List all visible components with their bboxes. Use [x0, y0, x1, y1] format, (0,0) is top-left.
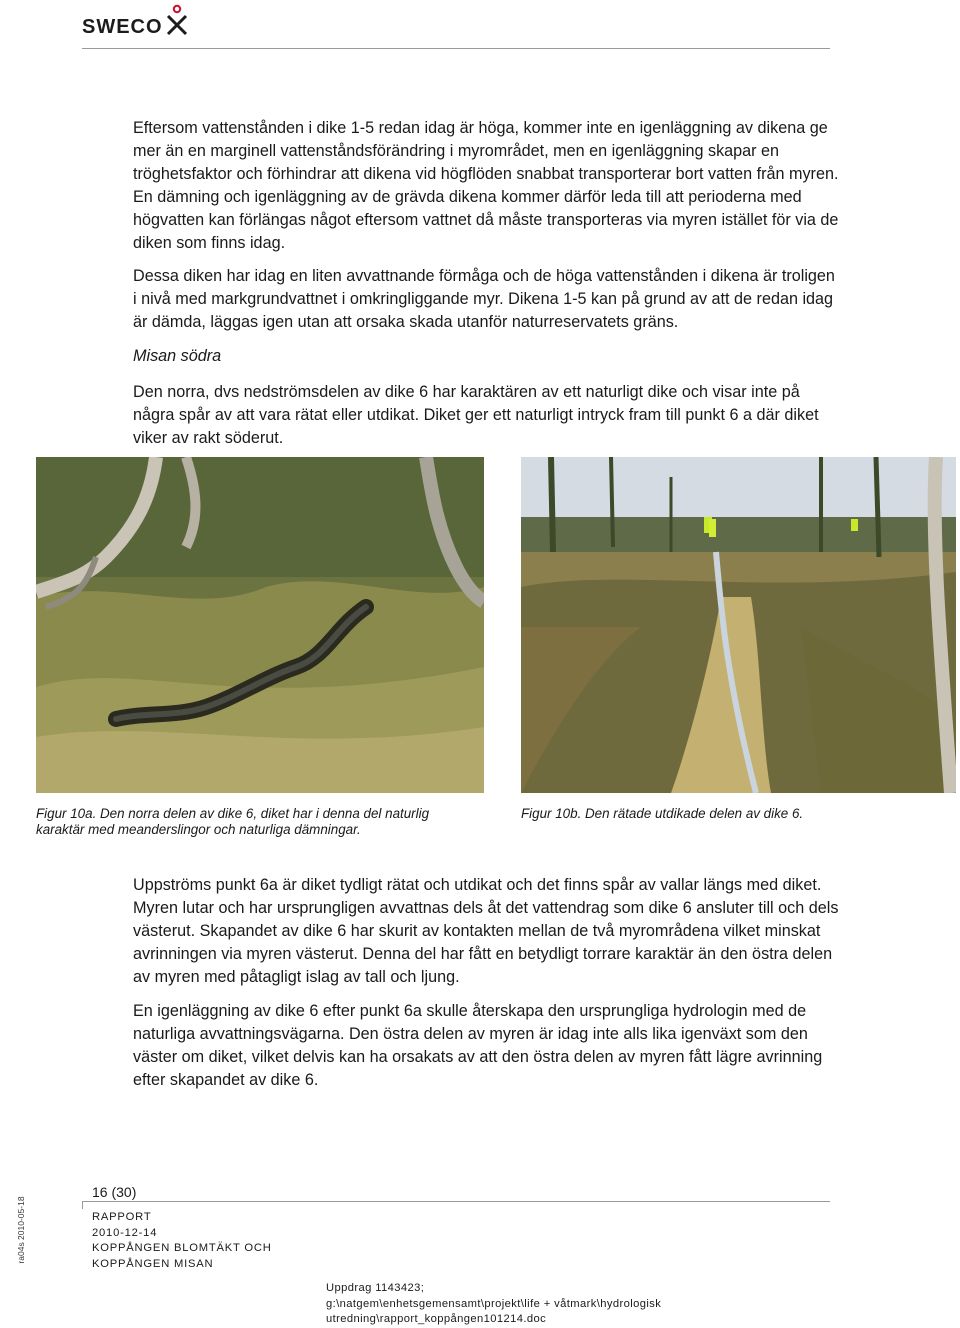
template-code: ra04s 2010-05-18 — [16, 1196, 26, 1264]
paragraph-2: Dessa diken har idag en liten avvattnande förmåga och de höga vattenstånden i dikena är troligen i nivå med markgrundvattnet i omkringliggande myr. Dikena 1-5 kan på grund av att de redan idag är dämda, läggas igen utan att orsaka skada utanför naturreservatets gräns. — [133, 267, 835, 331]
caption-figure-10b: Figur 10b. Den rätade utdikade delen av dike 6. — [521, 806, 804, 821]
caption-figure-10a: Figur 10a. Den norra delen av dike 6, diket har i denna del naturlig karaktär med meanderslingor och naturliga dämningar. — [36, 806, 430, 837]
sweco-figure-icon — [166, 4, 188, 36]
page-number: 16 (30) — [92, 1184, 137, 1200]
photo-figure-10a — [36, 457, 484, 793]
photo-figure-10b — [521, 457, 956, 793]
footer-project-line-2: KOPPÅNGEN MISAN — [92, 1257, 214, 1270]
footer-path-line-2: utredning\rapport_koppången101214.doc — [326, 1313, 547, 1325]
footer-path-line-1: g:\natgem\enhetsgemensamt\projekt\life + våtmark\hydrologisk — [326, 1297, 662, 1310]
subheading-misan-sodra: Misan södra — [133, 347, 222, 365]
footer-project-line-1: KOPPÅNGEN BLOMTÄKT OCH — [92, 1242, 272, 1254]
header-rule — [82, 48, 830, 49]
paragraph-5: En igenläggning av dike 6 efter punkt 6a skulle återskapa den ursprungliga hydrologin med de naturliga avvattningsvägarna. Den östra delen av myren är idag inte alls lika igenväxt som den väster om diket, vilket delvis kan ha orsakats av att den östra delen av myren fått lägre avrinning efter skapandet av dike 6. — [133, 1002, 823, 1089]
paragraph-4: Uppströms punkt 6a är diket tydligt rätat och utdikat och det finns spår av vallar längs med diket. Myren lutar och har ursprungligen avvattnas dels åt det vattendrag som dike 6 ansluter till och dels västerut. Skapandet av dike 6 har skurit av kontakten mellan de två myrområdena vilket minskat avrinningen via myren västerut. Denna del har fått en betydligt torrare karaktär än den östra delen av myren med påtagligt islag av tall och ljung. — [133, 876, 839, 986]
logo-text: SWECO — [82, 16, 163, 38]
paragraph-1: Eftersom vattenstånden i dike 1-5 redan idag är höga, kommer inte en igenläggning av dikena ge mer än en marginell vattenståndsförändring i myrområdet, men en igenläggning skapar en tröghetsfaktor och förhindrar att dikena vid högflöden snabbat transporterar bort vatten från myren. En dämning och igenläggning av de grävda dikena kommer därför leda till att perioderna med högvatten kan förlängas något eftersom vattnet då måste transporteras via myren istället för via de diken som finns idag. — [133, 119, 839, 252]
footer-date: 2010-12-14 — [92, 1226, 158, 1239]
paragraph-3: Den norra, dvs nedströmsdelen av dike 6 har karaktären av ett naturligt dike och visar inte på några spår av att vara rätat eller utdikat. Diket ger ett naturligt intryck fram till punkt 6 a där diket viker av rakt söderut. — [133, 383, 819, 447]
sweco-logo — [82, 4, 192, 40]
footer-rule-tick — [82, 1201, 83, 1209]
footer-report-label: RAPPORT — [92, 1211, 152, 1223]
footer-rule — [82, 1201, 830, 1202]
footer-file-info — [326, 1281, 661, 1328]
footer-assignment: Uppdrag 1143423; — [326, 1282, 425, 1294]
footer-report-info — [92, 1210, 272, 1272]
